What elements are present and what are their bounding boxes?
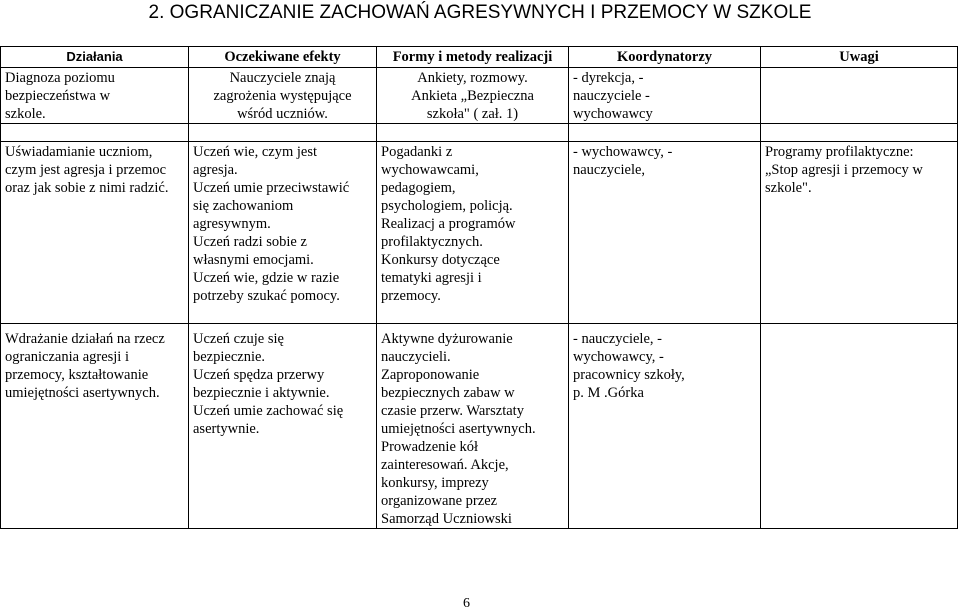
- cell-line: wychowawcy: [573, 106, 653, 122]
- cell-line: konkursy, imprezy: [381, 475, 489, 491]
- cell-efekty: [189, 142, 377, 324]
- cell-line: zainteresowań. Akcje,: [381, 457, 509, 473]
- cell-line: wychowawcy, -: [573, 349, 664, 365]
- cell-uwagi: [761, 324, 958, 529]
- row-spacer: [1, 124, 958, 142]
- header-koordynatorzy: Koordynatorzy: [569, 47, 761, 68]
- header-efekty: Oczekiwane efekty: [189, 47, 377, 68]
- plan-table: [0, 46, 958, 529]
- cell-line: „Stop agresji i przemocy w: [765, 162, 923, 178]
- cell-line: Diagnoza poziomu: [5, 70, 115, 86]
- cell-line: szkole".: [765, 180, 812, 196]
- cell-line: nauczycieli.: [381, 349, 451, 365]
- cell-line: p. M .Górka: [573, 385, 644, 401]
- table-header-row: [1, 47, 958, 68]
- cell-line: bezpiecznie i aktywnie.: [193, 385, 330, 401]
- cell-line: czym jest agresja i przemoc: [5, 162, 167, 178]
- cell-line: Uczeń spędza przerwy: [193, 367, 325, 383]
- header-uwagi: Uwagi: [761, 47, 958, 68]
- cell-line: Samorząd Uczniowski: [381, 511, 512, 527]
- cell-line: umiejętności asertywnych.: [5, 385, 160, 401]
- table-row: [1, 68, 958, 124]
- cell-line: Uczeń wie, czym jest: [193, 144, 318, 160]
- cell-line: - wychowawcy, -: [573, 144, 673, 160]
- cell-koordynatorzy: [569, 68, 761, 124]
- page-number: 6: [463, 596, 470, 611]
- cell-line: Aktywne dyżurowanie: [381, 331, 513, 347]
- cell-efekty: [189, 324, 377, 529]
- table-row: [1, 142, 958, 324]
- cell-line: Ankieta „Bezpieczna: [411, 88, 534, 104]
- cell-line: Programy profilaktyczne:: [765, 144, 914, 160]
- cell-line: wśród uczniów.: [237, 106, 328, 122]
- cell-line: własnymi emocjami.: [193, 252, 314, 268]
- cell-line: agresywnym.: [193, 216, 271, 232]
- cell-line: Pogadanki z: [381, 144, 453, 160]
- cell-line: Uczeń radzi sobie z: [193, 234, 307, 250]
- cell-line: - dyrekcja, -: [573, 70, 644, 86]
- cell-line: tematyki agresji i: [381, 270, 482, 286]
- cell-line: szkole.: [5, 106, 46, 122]
- cell-uwagi: [761, 68, 958, 124]
- page-title: 2. OGRANICZANIE ZACHOWAŃ AGRESYWNYCH I PRZEMOCY W SZKOLE: [148, 2, 812, 23]
- cell-formy: [377, 68, 569, 124]
- cell-line: Prowadzenie kół: [381, 439, 479, 455]
- cell-line: Uczeń czuje się: [193, 331, 284, 347]
- cell-line: organizowane przez: [381, 493, 498, 509]
- cell-line: nauczyciele -: [573, 88, 650, 104]
- cell-line: Uświadamianie uczniom,: [5, 144, 153, 160]
- cell-line: szkoła" ( zał. 1): [426, 106, 519, 122]
- cell-line: zagrożenia występujące: [213, 88, 352, 104]
- cell-uwagi: [761, 142, 958, 324]
- header-formy: Formy i metody realizacji: [377, 47, 569, 68]
- cell-dzialania: [1, 142, 189, 324]
- cell-line: się zachowaniom: [193, 198, 294, 214]
- cell-dzialania: [1, 68, 189, 124]
- cell-koordynatorzy: [569, 142, 761, 324]
- cell-line: potrzeby szukać pomocy.: [193, 288, 340, 304]
- cell-formy: [377, 142, 569, 324]
- cell-line: bezpieczeństwa w: [5, 88, 111, 104]
- cell-line: Zaproponowanie: [381, 367, 480, 383]
- cell-line: umiejętności asertywnych.: [381, 421, 536, 437]
- cell-line: Ankiety, rozmowy.: [417, 70, 528, 86]
- cell-line: przemocy, kształtowanie: [5, 367, 149, 383]
- cell-line: ograniczania agresji i: [5, 349, 129, 365]
- cell-koordynatorzy: [569, 324, 761, 529]
- cell-line: oraz jak sobie z nimi radzić.: [5, 180, 169, 196]
- cell-line: pedagogiem,: [381, 180, 456, 196]
- cell-line: psychologiem, policją.: [381, 198, 513, 214]
- cell-line: bezpiecznych zabaw w: [381, 385, 515, 401]
- cell-line: Uczeń wie, gdzie w razie: [193, 270, 340, 286]
- cell-dzialania: [1, 324, 189, 529]
- cell-line: Realizacj a programów: [381, 216, 516, 232]
- cell-line: agresja.: [193, 162, 238, 178]
- cell-line: nauczyciele,: [573, 162, 646, 178]
- cell-efekty: [189, 68, 377, 124]
- cell-line: pracownicy szkoły,: [573, 367, 685, 383]
- cell-line: czasie przerw. Warsztaty: [381, 403, 524, 419]
- cell-line: bezpiecznie.: [193, 349, 266, 365]
- header-dzialania: Działania: [1, 47, 189, 68]
- cell-line: asertywnie.: [193, 421, 260, 437]
- cell-line: wychowawcami,: [381, 162, 479, 178]
- cell-line: - nauczyciele, -: [573, 331, 662, 347]
- cell-line: Uczeń umie zachować się: [193, 403, 344, 419]
- cell-line: Uczeń umie przeciwstawić: [193, 180, 350, 196]
- cell-line: Wdrażanie działań na rzecz: [5, 331, 165, 347]
- cell-formy: [377, 324, 569, 529]
- cell-line: przemocy.: [381, 288, 441, 304]
- table-row: [1, 324, 958, 529]
- cell-line: Nauczyciele znają: [229, 70, 336, 86]
- cell-line: Konkursy dotyczące: [381, 252, 500, 268]
- cell-line: profilaktycznych.: [381, 234, 483, 250]
